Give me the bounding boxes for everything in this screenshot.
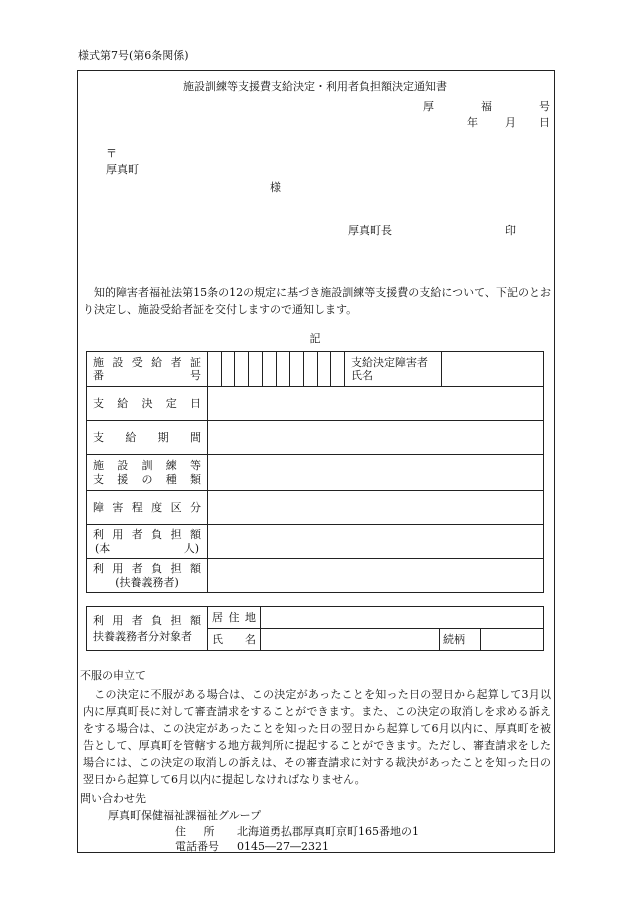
appeal-paragraph xyxy=(83,686,551,788)
date-day: 日 xyxy=(539,116,550,129)
ki-heading: 記 xyxy=(309,332,321,345)
cert-digit-cell xyxy=(277,352,291,386)
notice-paragraph xyxy=(83,284,551,318)
recipient-name-label: 支給決定障害者 氏名 xyxy=(345,352,442,387)
tel-label: 電話番号 xyxy=(175,840,219,853)
cert-digit-cell xyxy=(222,352,236,386)
obligor-name-label: 氏 名 xyxy=(208,629,261,651)
recipient-town: 厚真町 xyxy=(106,163,139,176)
period-value xyxy=(208,421,544,455)
address-value: 北海道勇払郡厚真町京町165番地の1 xyxy=(237,825,419,838)
burden-support-value xyxy=(208,559,544,593)
contact-heading: 問い合わせ先 xyxy=(80,792,146,805)
cert-number-cells xyxy=(208,352,345,387)
cert-digit-cell xyxy=(249,352,263,386)
cert-digit-cell xyxy=(331,352,344,386)
residence-value xyxy=(261,607,544,629)
appeal-text: この決定に不服がある場合は、この決定があったことを知った日の翌日から起算して3月以内に厚真町長に対して審査請求をすることができます。また、この決定の取消しを求める訴えをする場合は、この決定があったことを知った日の翌日から起算して6月以内に、厚真町を被告として、厚真町を管轄する地方裁判所に提起することができます。ただし、審査請求をした場合には、この決定の取消しの訴えは、その審査請求に対する裁決があったことを知った日の翌日から起算して6月以内に提起しなければなりません。 xyxy=(83,688,551,786)
date-month: 月 xyxy=(505,116,516,129)
support-obligor-label: 利 用 者 負 担 額 扶養義務者分対象者 xyxy=(87,607,208,651)
recipient-name-value xyxy=(442,352,544,387)
service-kind-label: 施 設 訓 練 等 支 援 の 種 類 xyxy=(87,455,208,491)
doc-number-prefix: 厚 xyxy=(423,100,434,113)
tel-value: 0145―27―2321 xyxy=(237,840,329,853)
residence-label: 居 住 地 xyxy=(208,607,261,629)
recipient-honorific: 様 xyxy=(270,181,281,194)
address-label: 住 所 xyxy=(175,825,215,838)
decision-table xyxy=(86,351,544,593)
cert-digit-cell xyxy=(208,352,222,386)
cert-digit-cell xyxy=(318,352,332,386)
burden-support-label: 利 用 者 負 担 額 (扶養義務者) xyxy=(87,559,208,593)
cert-digit-cell xyxy=(263,352,277,386)
cert-number-label: 施 設 受 給 者 証 番 号 xyxy=(87,352,208,387)
issuer-mayor: 厚真町長 xyxy=(348,224,392,237)
doc-number-fuku: 福 xyxy=(481,100,492,113)
appeal-heading: 不服の申立て xyxy=(80,669,146,682)
relation-value xyxy=(481,629,544,651)
period-label: 支 給 期 間 xyxy=(87,421,208,455)
form-number-label: 様式第7号(第6条関係) xyxy=(78,49,189,62)
postal-mark: 〒 xyxy=(106,147,117,160)
contact-department: 厚真町保健福祉課福祉グループ xyxy=(108,809,262,822)
burden-self-value xyxy=(208,525,544,559)
disability-level-label: 障 害 程 度 区 分 xyxy=(87,491,208,525)
document-title: 施設訓練等支援費支給決定・利用者負担額決定通知書 xyxy=(183,80,447,93)
notice-text: 知的障害者福祉法第15条の12の規定に基づき施設訓練等支援費の支給について、下記のとおり決定し、施設受給者証を交付しますので通知します。 xyxy=(83,286,551,316)
support-obligor-table xyxy=(86,606,544,651)
disability-level-value xyxy=(208,491,544,525)
cert-digit-cell xyxy=(235,352,249,386)
obligor-name-value xyxy=(261,629,440,651)
relation-label: 続柄 xyxy=(440,629,481,651)
seal-mark: 印 xyxy=(505,224,516,237)
cert-digit-cell xyxy=(290,352,304,386)
date-year: 年 xyxy=(467,116,478,129)
decision-date-label: 支 給 決 定 日 xyxy=(87,387,208,421)
service-kind-value xyxy=(208,455,544,491)
doc-number-suffix: 号 xyxy=(539,100,550,113)
cert-digit-cell xyxy=(304,352,318,386)
decision-date-value xyxy=(208,387,544,421)
burden-self-label: 利 用 者 負 担 額 (本 人) xyxy=(87,525,208,559)
